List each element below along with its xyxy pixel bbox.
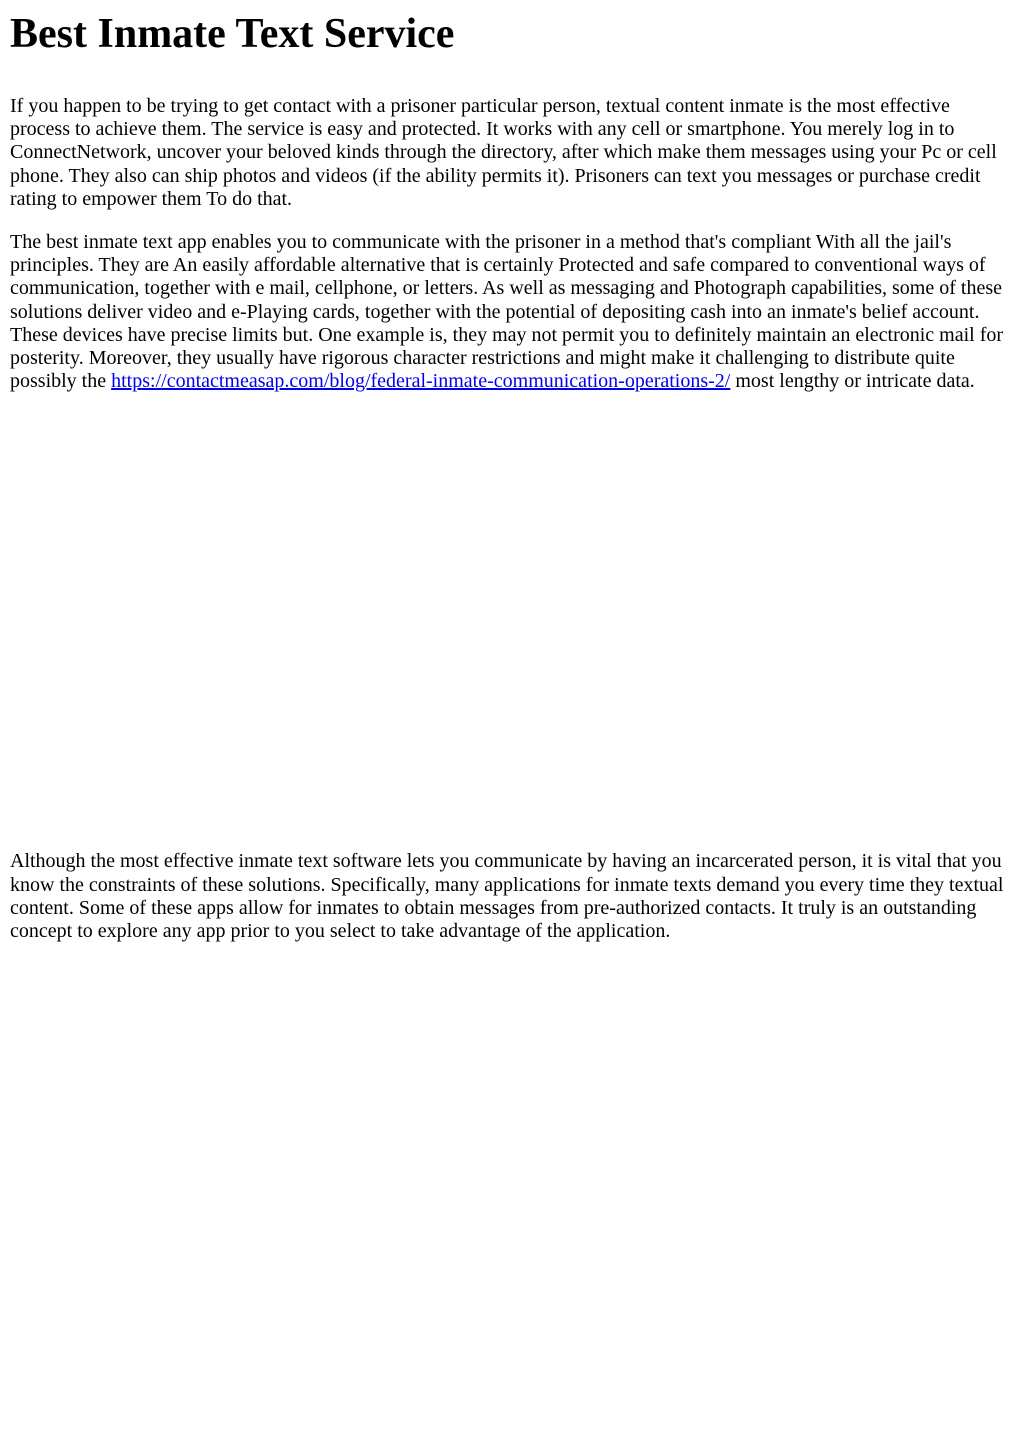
paragraph-app-text-before: The best inmate text app enables you to communicate with the prisoner in a method that's compliant With all the jail's principles. They are An easily affordable alternative that is certainly Protected and safe compared to conventional ways of communication, together with e mail, cellphone, or letters. As well as messaging and Photograph capabilities, some of these solutions deliver video and e-Playing cards, together with the potential of depositing cash into an inmate's belief account. These devices have precise limits but. One example is, they may not permit you to definitely maintain an electronic mail for posterity. Moreover, they usually have rigorous character restrictions and might make it challenging to distribute quite possibly the — [10, 231, 1004, 393]
paragraph-constraints: Although the most effective inmate text software lets you communicate by having an incarcerated person, it is vital that you know the constraints of these solutions. Specifically, many applications for inmate texts demand you every time they textual content. Some of these apps allow for inmates to obtain messages from pre-authorized contacts. It truly is an outstanding concept to explore any app prior to you select to take advantage of the application. — [10, 850, 1004, 943]
page-title: Best Inmate Text Service — [10, 11, 455, 57]
paragraph-app — [10, 231, 1014, 393]
contactmeasap-link[interactable]: https://contactmeasap.com/blog/federal-inmate-communication-operations-2/ — [111, 370, 731, 393]
paragraph-intro: If you happen to be trying to get contact with a prisoner particular person, textual content inmate is the most effective process to achieve them. The service is easy and protected. It works with any cell or smartphone. You merely log in to ConnectNetwork, uncover your beloved kinds through the directory, after which make them messages using your Pc or cell phone. They also can ship photos and videos (if the ability permits it). Prisoners can text you messages or purchase credit rating to empower them To do that. — [10, 95, 997, 210]
blank-space — [10, 393, 1014, 850]
paragraph-app-text-after: most lengthy or intricate data. — [730, 370, 975, 393]
